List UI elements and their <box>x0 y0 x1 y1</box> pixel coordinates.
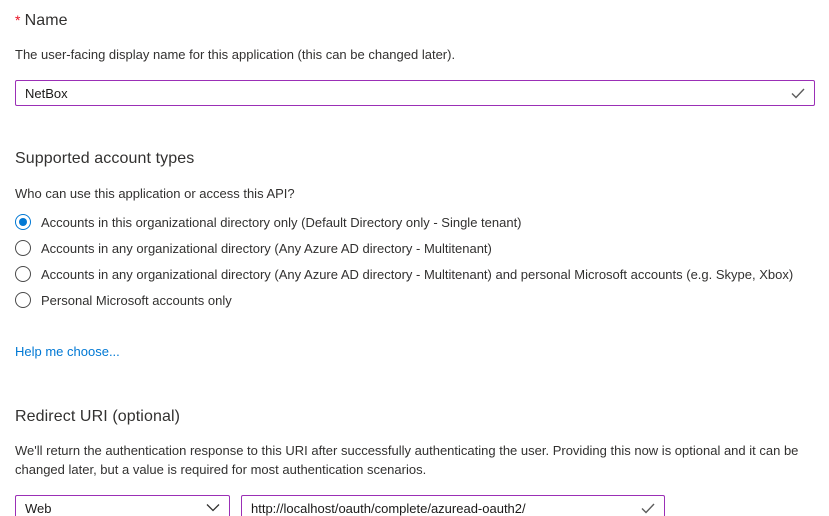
chevron-down-icon <box>206 499 220 516</box>
radio-multitenant-personal[interactable] <box>15 266 815 282</box>
radio-single-tenant[interactable] <box>15 214 815 230</box>
radio-unselected-icon[interactable] <box>15 292 31 308</box>
redirect-uri-description: We'll return the authentication response to this URI after successfully authenticating the user. Providing this now is optional and it can be changed later, but a value is required for most authentication scenarios. <box>15 443 799 477</box>
name-input[interactable] <box>25 86 783 101</box>
radio-unselected-icon[interactable] <box>15 240 31 256</box>
account-types-title: Supported account types <box>15 150 195 167</box>
name-input-container <box>15 80 815 106</box>
account-types-question: Who can use this application or access this API? <box>15 186 295 201</box>
account-types-radio-group <box>15 214 815 308</box>
radio-label: Accounts in any organizational directory (Any Azure AD directory - Multitenant) and personal Microsoft accounts (e.g. Skype, Xbox) <box>41 266 794 282</box>
platform-select-value: Web <box>25 500 52 516</box>
redirect-uri-row <box>15 495 815 516</box>
redirect-uri-input-container <box>241 495 665 516</box>
radio-selected-icon[interactable] <box>15 214 31 230</box>
name-section-title <box>15 12 815 30</box>
radio-unselected-icon[interactable] <box>15 266 31 282</box>
radio-multitenant[interactable] <box>15 240 815 256</box>
radio-label: Personal Microsoft accounts only <box>41 292 232 308</box>
redirect-uri-input[interactable] <box>251 501 633 516</box>
checkmark-icon <box>791 88 805 99</box>
radio-label: Accounts in this organizational directory only (Default Directory only - Single tenant) <box>41 214 522 230</box>
name-title-text: Name <box>24 12 68 29</box>
radio-personal-only[interactable] <box>15 292 815 308</box>
help-me-choose-link[interactable]: Help me choose... <box>15 344 120 359</box>
checkmark-icon <box>641 503 655 514</box>
radio-label: Accounts in any organizational directory (Any Azure AD directory - Multitenant) <box>41 240 492 256</box>
redirect-uri-title: Redirect URI (optional) <box>15 408 181 425</box>
required-asterisk: * <box>15 12 21 28</box>
name-description: The user-facing display name for this application (this can be changed later). <box>15 47 456 62</box>
platform-select[interactable] <box>15 495 230 516</box>
